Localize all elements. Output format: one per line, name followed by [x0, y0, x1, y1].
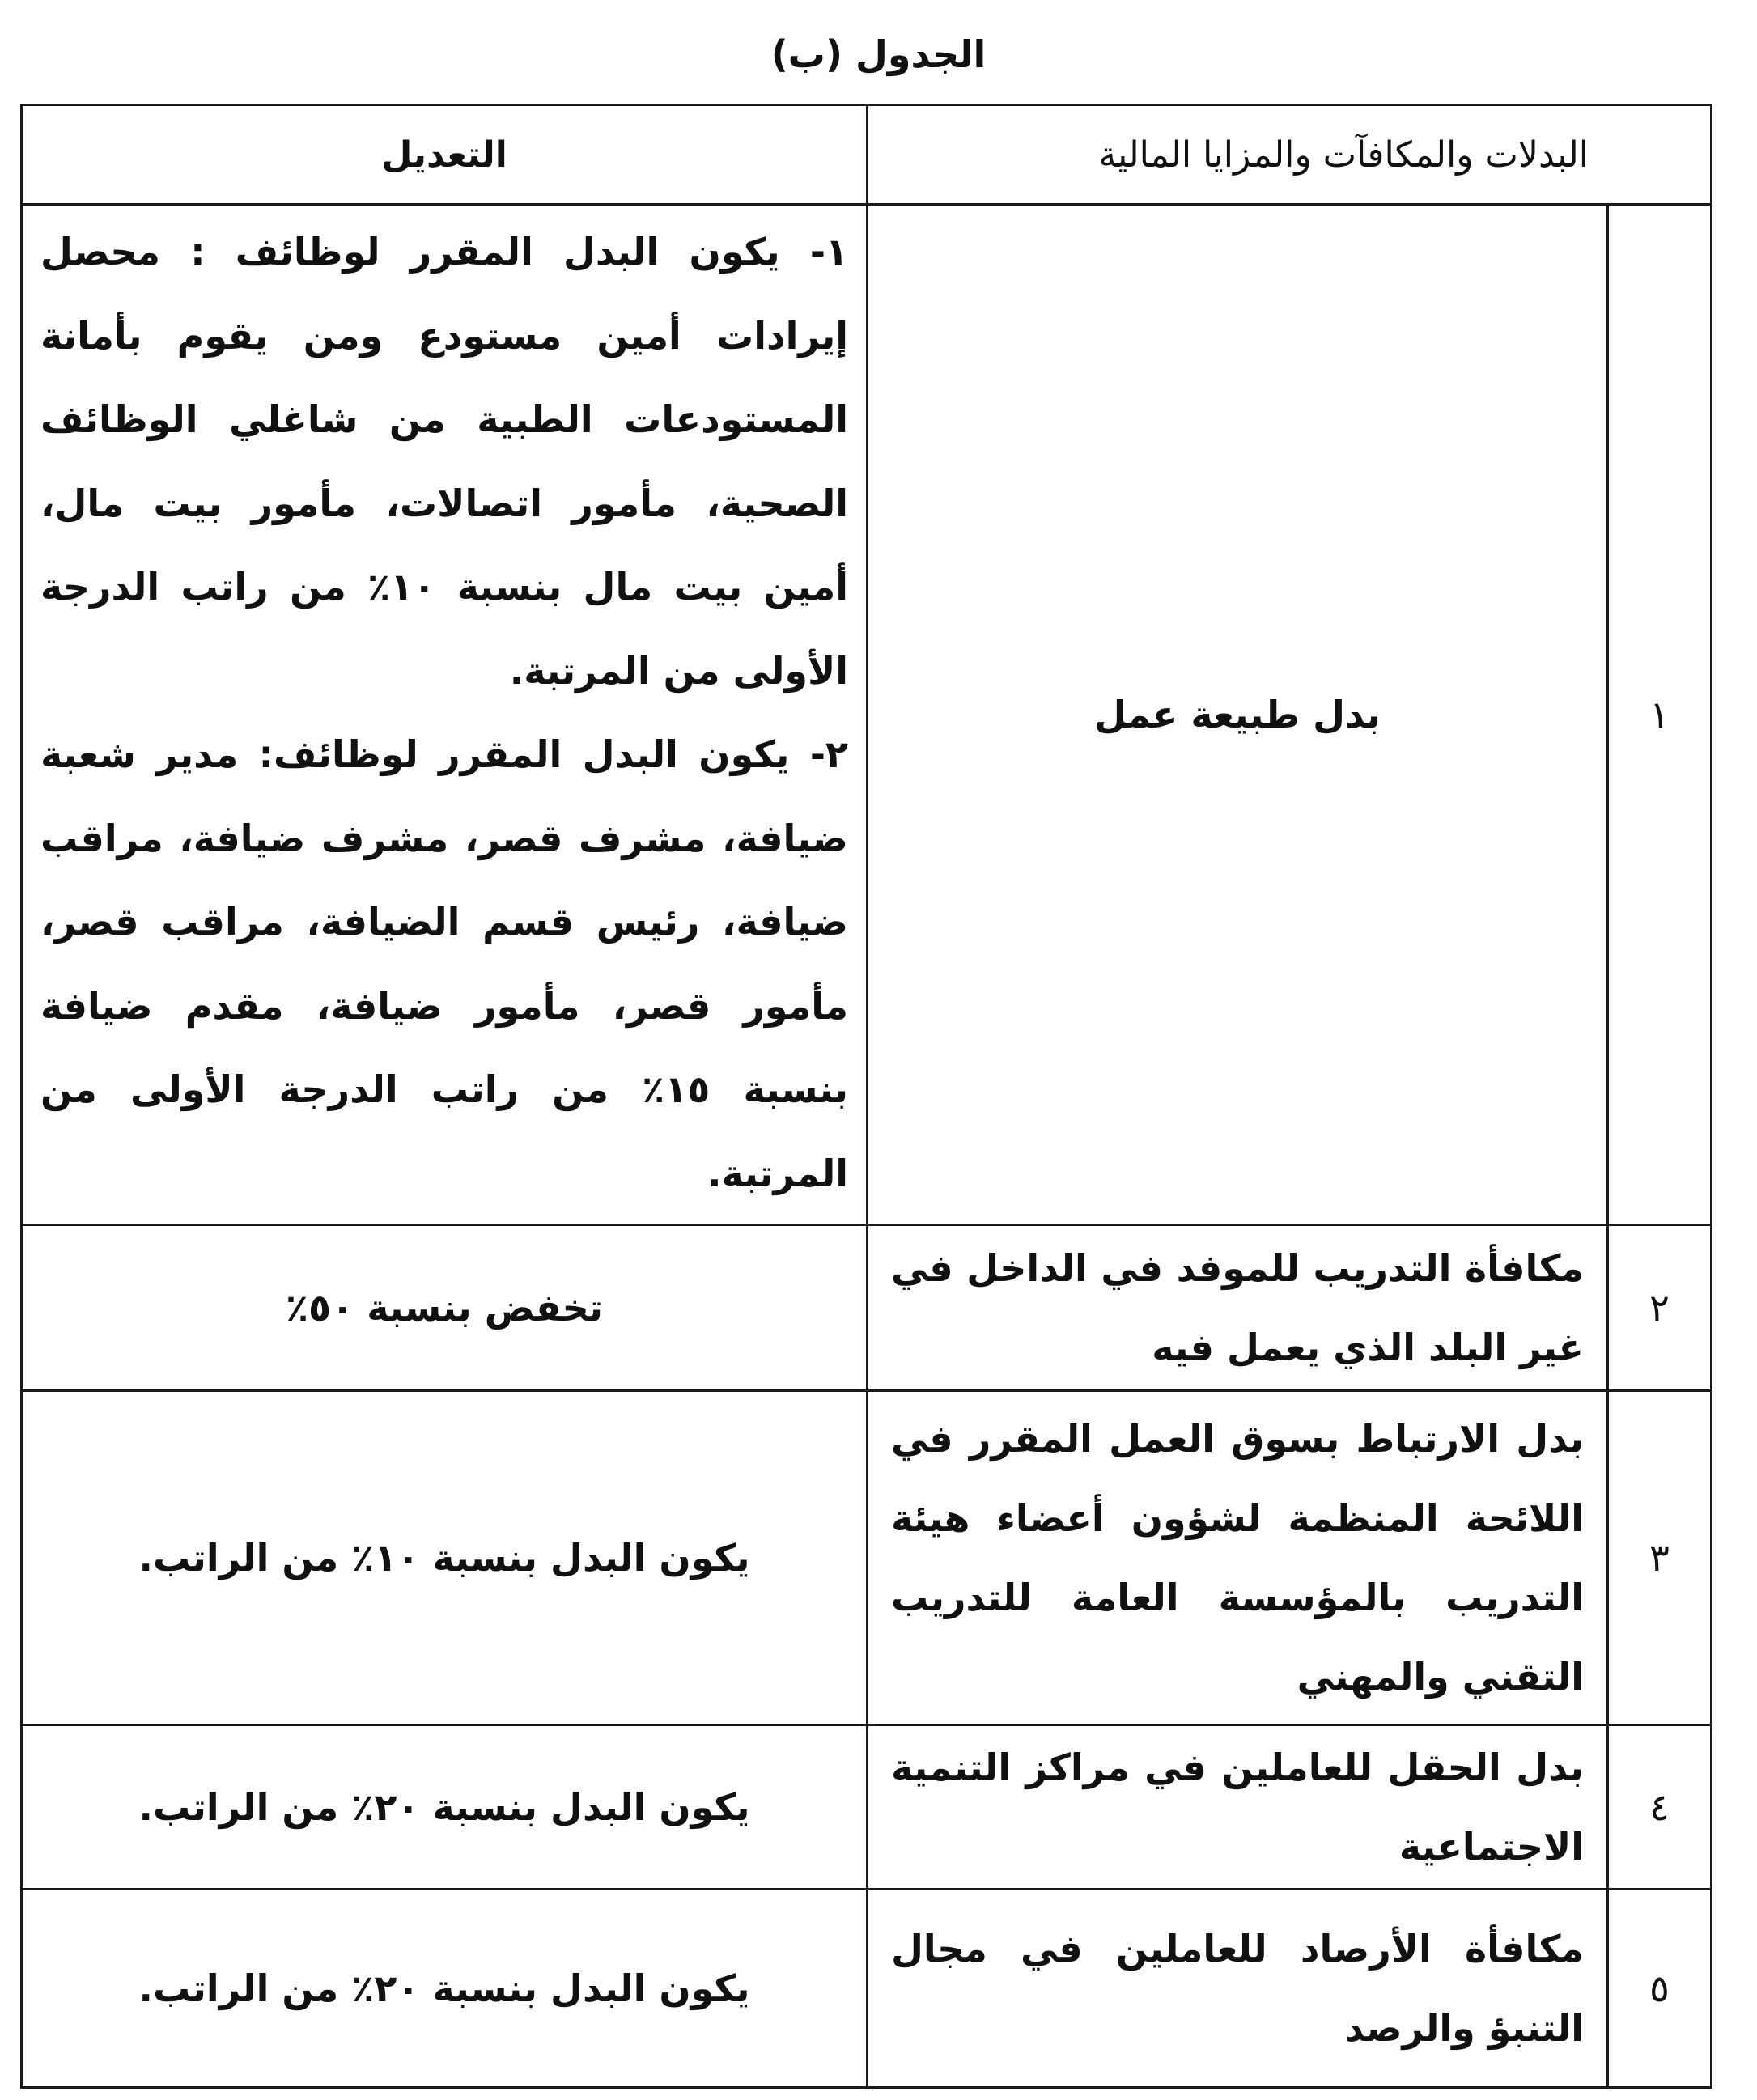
allowances-table [20, 104, 1712, 2089]
allowance-cell: بدل الحقل للعاملين في مراكز التنمية الاجتماعية [868, 1725, 1608, 1890]
modification-paragraph-2: ٢- يكون البدل المقرر لوظائف: مدير شعبة ضيافة، مشرف قصر، مشرف ضيافة، مراقب ضيافة، رئيس قسم الضيافة، مراقب قصر، مأمور قصر، مأمور ضيافة، مقدم ضيافة بنسبة ١٥٪ من راتب الدرجة الأولى من المرتبة. [40, 732, 849, 1195]
modification-paragraph-1: ١- يكون البدل المقرر لوظائف : محصل إيرادات أمين مستودع ومن يقوم بأمانة المستودعات الطبية من شاغلي الوظائف الصحية، مأمور اتصالات، مأمور بيت مال، أمين بيت مال بنسبة ١٠٪ من راتب الدرجة الأولى من المرتبة. [40, 230, 848, 693]
row-number: ٥ [1608, 1890, 1712, 2088]
modification-cell: يكون البدل بنسبة ٢٠٪ من الراتب. [22, 1725, 868, 1890]
modification-cell [22, 205, 868, 1225]
allowance-cell: بدل الارتباط بسوق العمل المقرر في اللائحة المنظمة لشؤون أعضاء هيئة التدريب بالمؤسسة العامة للتدريب التقني والمهني [868, 1391, 1608, 1725]
modification-cell: تخفض بنسبة ٥٠٪ [22, 1225, 868, 1391]
allowance-cell: مكافأة التدريب للموفد في الداخل في غير البلد الذي يعمل فيه [868, 1225, 1608, 1391]
allowance-cell: مكافأة الأرصاد للعاملين في مجال التنبؤ والرصد [868, 1890, 1608, 2088]
header-modification: التعديل [22, 105, 868, 205]
table-row [22, 1890, 1712, 2088]
row-number: ٤ [1608, 1725, 1712, 1890]
table-row [22, 1391, 1712, 1725]
allowance-cell: بدل طبيعة عمل [868, 205, 1608, 1225]
table-row [22, 1225, 1712, 1391]
header-row [22, 105, 1712, 205]
table-row [22, 205, 1712, 1225]
row-number: ٢ [1608, 1225, 1712, 1391]
row-number: ٣ [1608, 1391, 1712, 1725]
row-number: ١ [1608, 205, 1712, 1225]
header-allowances: البدلات والمكافآت والمزايا المالية [868, 105, 1712, 205]
modification-cell: يكون البدل بنسبة ١٠٪ من الراتب. [22, 1391, 868, 1725]
modification-cell: يكون البدل بنسبة ٢٠٪ من الراتب. [22, 1890, 868, 2088]
table-title: الجدول (ب) [770, 32, 987, 76]
table-row [22, 1725, 1712, 1890]
